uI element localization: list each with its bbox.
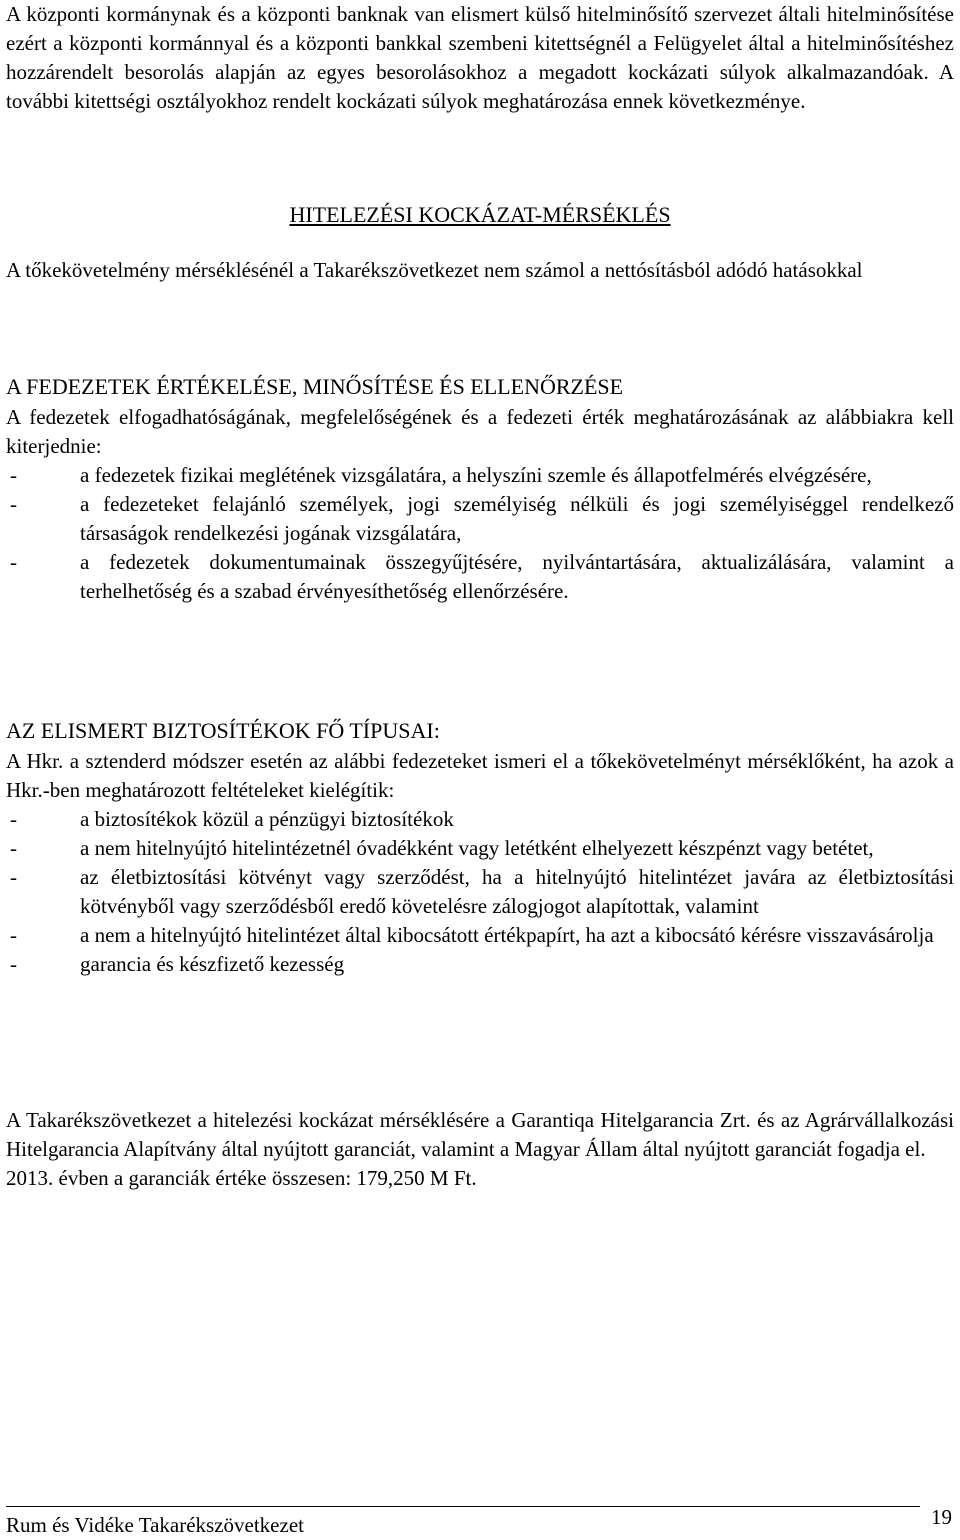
- dash-marker: -: [10, 836, 17, 860]
- list-item-text: garancia és készfizető kezesség: [80, 952, 345, 976]
- credit-risk-heading: HITELEZÉSI KOCKÁZAT-MÉRSÉKLÉS: [289, 202, 671, 227]
- collateral-title: A FEDEZETEK ÉRTÉKELÉSE, MINŐSÍTÉSE ÉS ELLENŐRZÉSE: [6, 374, 624, 399]
- intro-paragraph: A központi kormánynak és a központi banknak van elismert külső hitelminősítő szervezet általi hitelminősítése ezért a központi kormánnyal és a központi bankkal szembeni kitettségnél a Felügyelet által a hitelminősítéshez hozzárendelt besorolás alapján az egyes besorolásokhoz a megadott kockázati súlyok alkalmazandóak. A további kitettségi osztályokhoz rendelt kockázati súlyok meghatározása ennek következménye.: [6, 2, 954, 113]
- list-item-text: a nem hitelnyújtó hitelintézetnél óvadékként vagy letétként elhelyezett készpénzt vagy betétet,: [80, 836, 874, 860]
- guarantee-value-line: 2013. évben a garanciák értéke összesen: 179,250 M Ft.: [6, 1166, 477, 1190]
- list-item: [6, 461, 954, 490]
- credit-risk-paragraph: A tőkekövetelmény mérséklésénél a Takarékszövetkezet nem számol a nettósításból adódó hatásokkal: [6, 258, 863, 282]
- dash-marker: -: [10, 952, 17, 976]
- collateral-section: [6, 372, 954, 606]
- page-number: 19: [931, 1505, 952, 1529]
- list-item: [6, 863, 954, 921]
- dash-marker: -: [10, 923, 17, 947]
- credit-risk-block: [6, 256, 954, 285]
- intro-block: [6, 0, 954, 116]
- list-item: [6, 805, 954, 834]
- list-item-text: a fedezetek fizikai meglétének vizsgálatára, a helyszíni szemle és állapotfelmérés elvégzésére,: [80, 463, 872, 487]
- list-item-text: a fedezeteket felajánló személyek, jogi személyiség nélküli és jogi személyiséggel rendelkező társaságok rendelkezési jogának vizsgálatára,: [80, 492, 954, 545]
- final-paragraph: A Takarékszövetkezet a hitelezési kockázat mérséklésére a Garantiqa Hitelgarancia Zrt. és az Agrárvállalkozási Hitelgarancia Alapítvány által nyújtott garanciát, valamint a Magyar Állam által nyújtott garanciát fogadja el.: [6, 1108, 954, 1161]
- final-section: [6, 1106, 954, 1193]
- collateral-list: [6, 461, 954, 606]
- dash-marker: -: [10, 463, 17, 487]
- list-item-text: a fedezetek dokumentumainak összegyűjtésére, nyilvántartására, aktualizálására, valamint a terhelhetőség és a szabad érvényesíthetőség ellenőrzésére.: [80, 550, 954, 603]
- list-item-text: a nem a hitelnyújtó hitelintézet által kibocsátott értékpapírt, ha azt a kibocsátó kérésre visszavásárolja: [80, 923, 934, 947]
- list-item-text: az életbiztosítási kötvényt vagy szerződést, ha a hitelnyújtó hitelintézet javára az életbiztosítási kötvényből vagy szerződésből eredő követelésre zálogjogot alapítottak, valamint: [80, 865, 954, 918]
- list-item: [6, 548, 954, 606]
- guarantees-intro: A Hkr. a sztenderd módszer esetén az alábbi fedezeteket ismeri el a tőkekövetelményt mérséklőként, ha azok a Hkr.-ben meghatározott feltételeket kielégítik:: [6, 749, 954, 802]
- dash-marker: -: [10, 865, 17, 889]
- list-item: [6, 490, 954, 548]
- footer-divider: [6, 1506, 920, 1507]
- guarantees-section: [6, 716, 954, 979]
- list-item: [6, 834, 954, 863]
- dash-marker: -: [10, 492, 17, 516]
- list-item-text: a biztosítékok közül a pénzügyi biztosítékok: [80, 807, 454, 831]
- guarantees-list: [6, 805, 954, 979]
- footer-organization: Rum és Vidéke Takarékszövetkezet: [6, 1513, 304, 1537]
- list-item: [6, 950, 954, 979]
- collateral-intro: A fedezetek elfogadhatóságának, megfelelőségének és a fedezeti érték meghatározásának az alábbiakra kell kiterjednie:: [6, 405, 954, 458]
- list-item: [6, 921, 954, 950]
- dash-marker: -: [10, 550, 17, 574]
- dash-marker: -: [10, 807, 17, 831]
- guarantees-title: AZ ELISMERT BIZTOSÍTÉKOK FŐ TÍPUSAI:: [6, 718, 440, 743]
